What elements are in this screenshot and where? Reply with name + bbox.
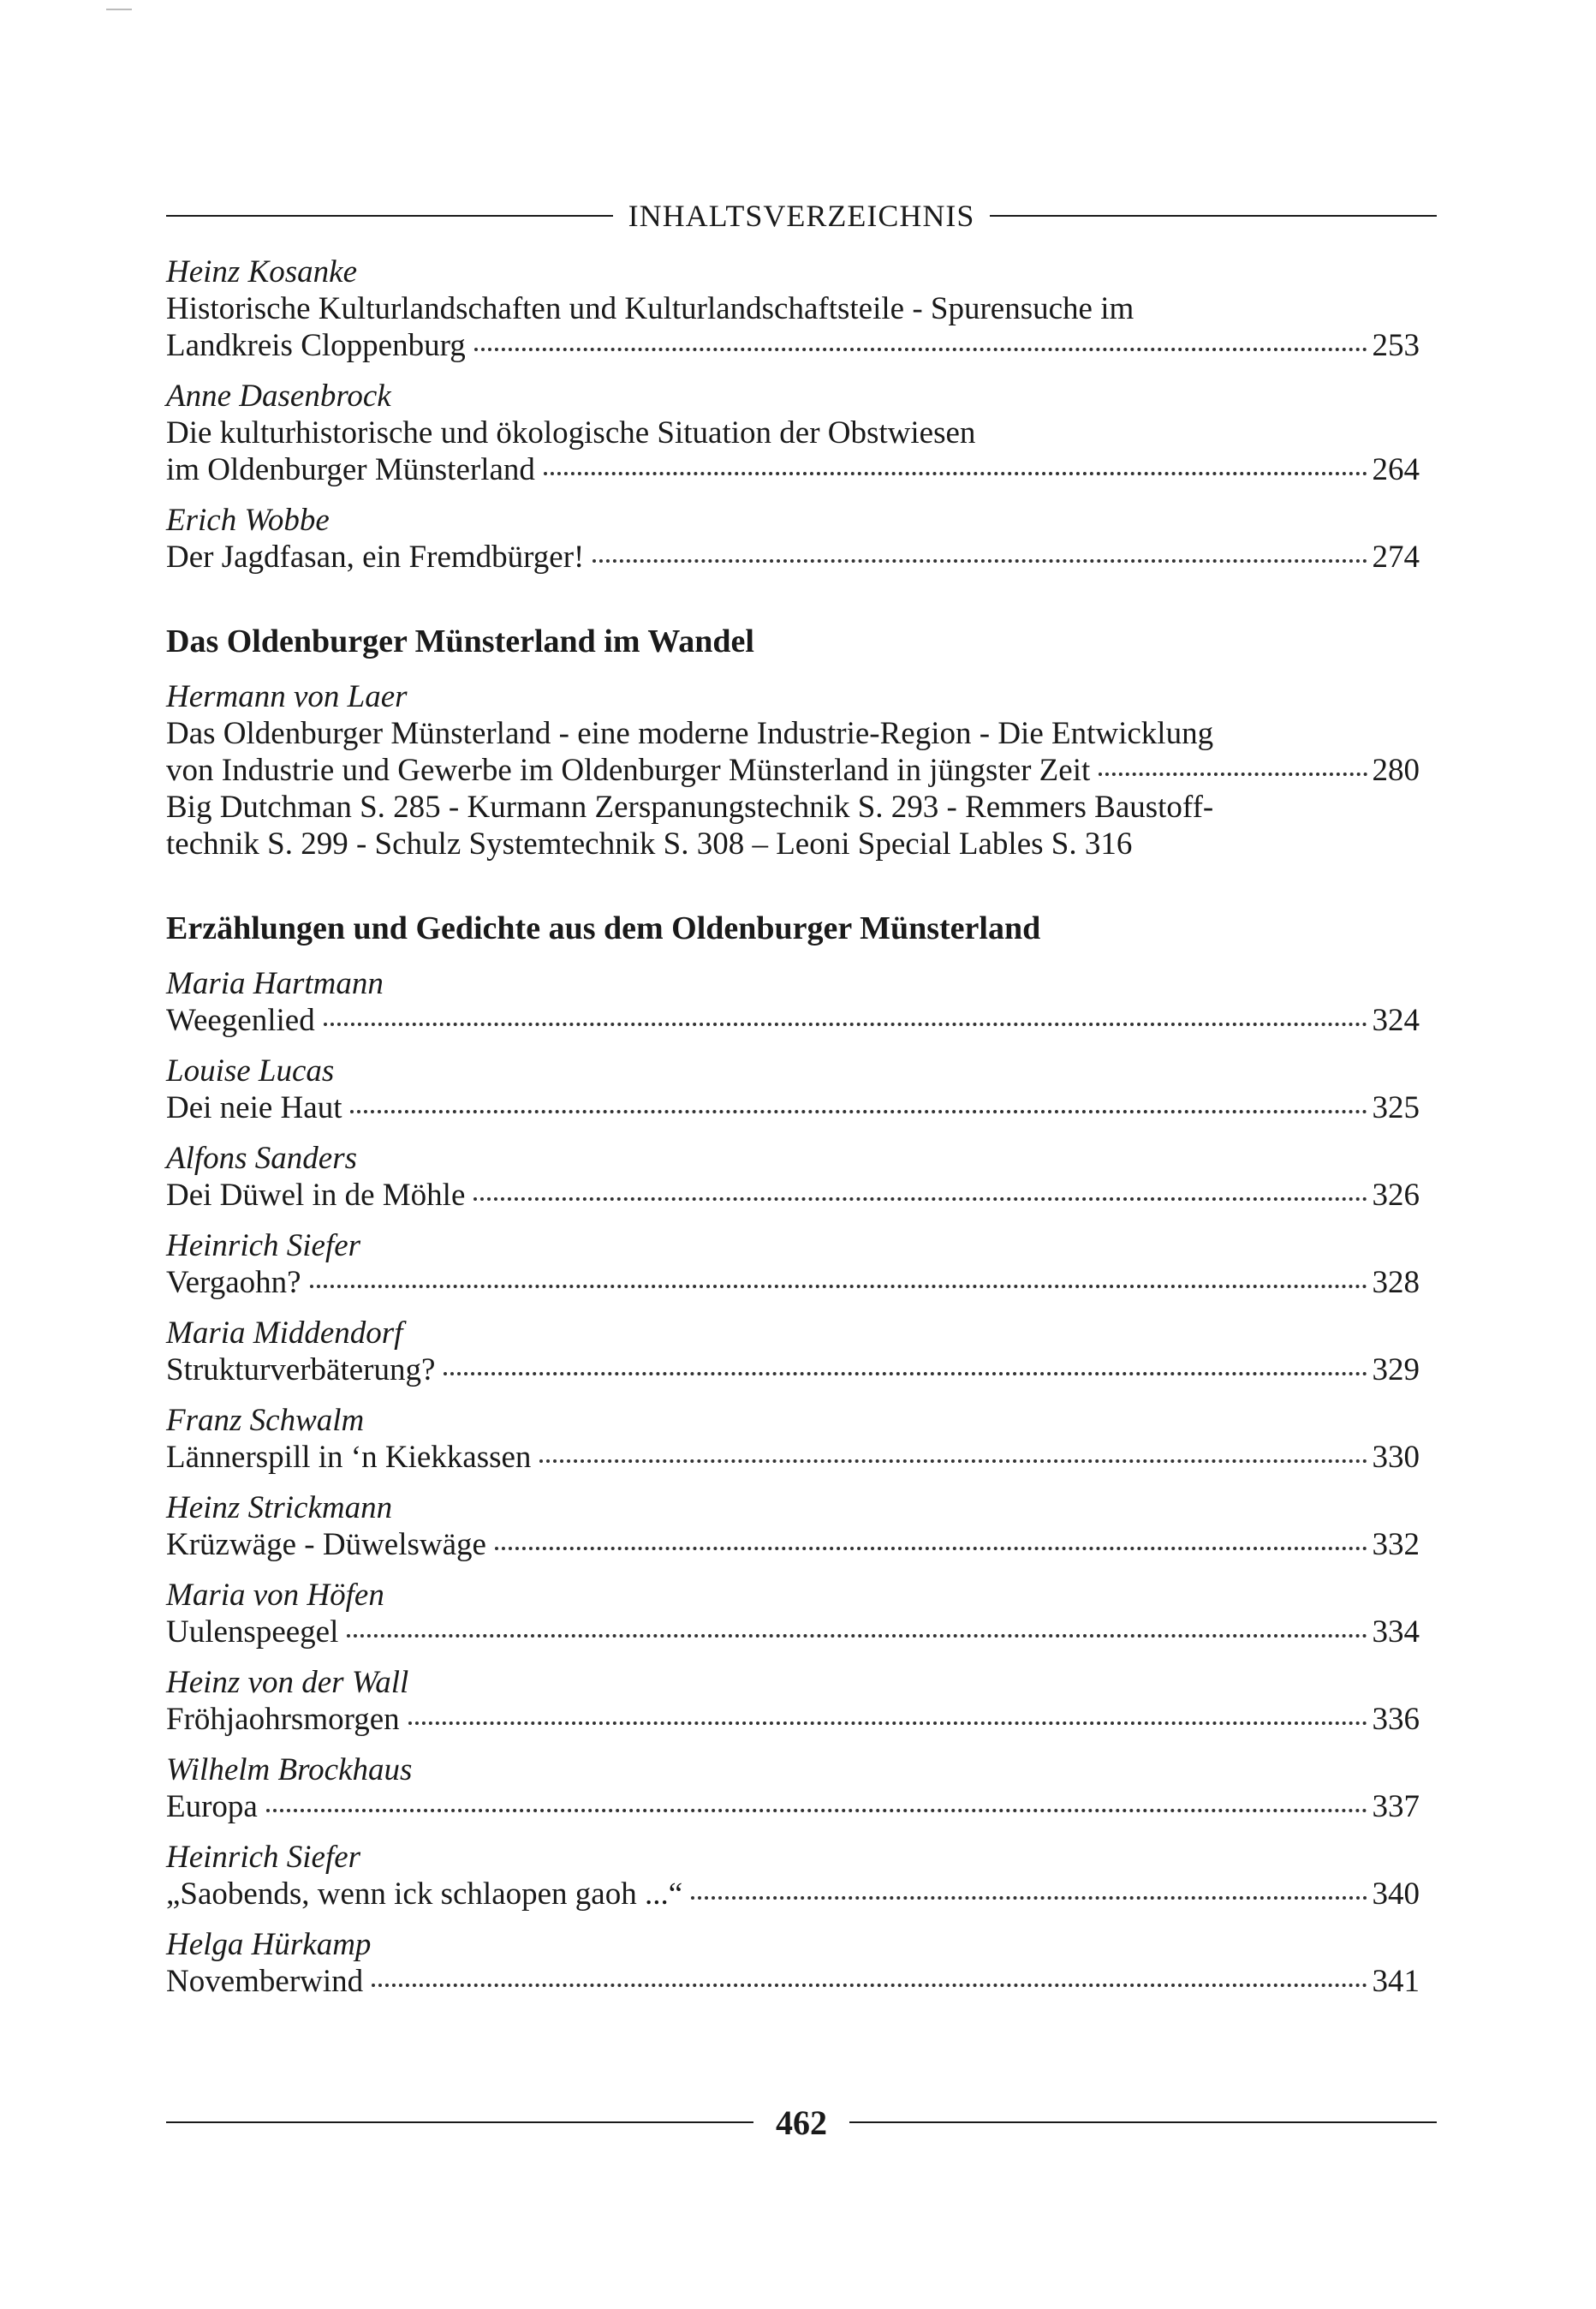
- entry-title-last-line: [166, 752, 1437, 789]
- leader-dots: [266, 1809, 1367, 1812]
- toc-entry[interactable]: [166, 1053, 1437, 1126]
- footer-rule-right: [849, 2121, 1437, 2123]
- running-head: [166, 190, 1437, 242]
- section-heading: Erzählungen und Gedichte aus dem Oldenburger Münsterland: [166, 910, 1041, 946]
- entry-title-text: Dei Düwel in de Möhle: [166, 1178, 466, 1213]
- entry-author: Heinrich Siefer: [166, 1228, 361, 1263]
- entry-author: Franz Schwalm: [166, 1403, 365, 1438]
- toc-entry[interactable]: [166, 1315, 1437, 1388]
- section-heading: Das Oldenburger Münsterland im Wandel: [166, 623, 754, 659]
- entry-title-last-line: [166, 1002, 1437, 1039]
- entry-page-number: 341: [1372, 1964, 1420, 1999]
- entry-page-number: 274: [1372, 540, 1420, 575]
- toc-entry[interactable]: [166, 1577, 1437, 1650]
- head-rule-right: [990, 215, 1437, 217]
- leader-dots: [347, 1634, 1367, 1638]
- entry-title-last-line: [166, 1526, 1437, 1563]
- entry-author: Wilhelm Brockhaus: [166, 1752, 413, 1787]
- toc-content: [166, 254, 1437, 2014]
- toc-entry[interactable]: [166, 678, 1437, 862]
- entry-title-last-line: [166, 327, 1437, 364]
- entry-title-last-line: [166, 1177, 1437, 1214]
- page-number: 462: [776, 2103, 827, 2142]
- entry-title-last-line: [166, 1351, 1437, 1388]
- leader-dots: [593, 559, 1367, 563]
- running-head-title: INHALTSVERZEICHNIS: [628, 199, 975, 233]
- entry-author: Louise Lucas: [166, 1053, 335, 1089]
- entry-author: Erich Wobbe: [166, 503, 330, 538]
- entry-author: Maria Middendorf: [166, 1316, 403, 1351]
- entry-title-line: Das Oldenburger Münsterland - eine moderne Industrie-Region - Die Entwicklung: [166, 716, 1214, 751]
- toc-entry[interactable]: [166, 1489, 1437, 1563]
- entry-title-line: Die kulturhistorische und ökologische Situation der Obstwiesen: [166, 415, 976, 450]
- leader-dots: [408, 1721, 1367, 1725]
- leader-dots: [444, 1372, 1367, 1375]
- toc-entry[interactable]: [166, 965, 1437, 1039]
- toc-entry[interactable]: [166, 1664, 1437, 1738]
- entry-title-text: Lännerspill in ‘n Kiekkassen: [166, 1440, 532, 1475]
- entry-title-text: Europa: [166, 1789, 258, 1824]
- entry-page-number: 334: [1372, 1614, 1420, 1650]
- entry-title-text: Krüzwäge - Düwelswäge: [166, 1527, 486, 1562]
- entry-title-last-line: [166, 1788, 1437, 1825]
- entry-title-last-line: [166, 1439, 1437, 1476]
- entry-title-last-line: [166, 451, 1437, 488]
- entry-title-text: Fröhjaohrsmorgen: [166, 1702, 400, 1737]
- toc-entry[interactable]: [166, 1839, 1437, 1912]
- entry-title-last-line: [166, 1089, 1437, 1126]
- toc-entry[interactable]: [166, 1926, 1437, 2000]
- leader-dots: [372, 1984, 1367, 1987]
- entry-author: Alfons Sanders: [166, 1141, 358, 1176]
- entry-page-number: 326: [1372, 1178, 1420, 1213]
- entry-title-text: Vergaohn?: [166, 1265, 301, 1300]
- entry-title-last-line: [166, 1614, 1437, 1650]
- entry-title-text: Der Jagdfasan, ein Fremdbürger!: [166, 540, 585, 575]
- entry-title-line: Historische Kulturlandschaften und Kulturlandschaftsteile - Spurensuche im: [166, 291, 1134, 326]
- entry-title-text: im Oldenburger Münsterland: [166, 452, 535, 487]
- entry-author: Helga Hürkamp: [166, 1927, 372, 1962]
- entry-author: Heinz von der Wall: [166, 1665, 409, 1700]
- entry-title-last-line: [166, 1701, 1437, 1738]
- leader-dots: [350, 1110, 1367, 1113]
- entry-page-number: 324: [1372, 1003, 1420, 1038]
- entry-page-number: 337: [1372, 1789, 1420, 1824]
- scan-corner-mark: [106, 9, 132, 10]
- toc-entry[interactable]: [166, 502, 1437, 576]
- toc-entry[interactable]: [166, 1402, 1437, 1476]
- toc-entry[interactable]: [166, 254, 1437, 364]
- entry-page-number: 336: [1372, 1702, 1420, 1737]
- entry-author: Maria von Höfen: [166, 1578, 384, 1613]
- page-footer: [166, 2097, 1437, 2148]
- toc-entry[interactable]: [166, 1140, 1437, 1214]
- leader-dots: [539, 1459, 1367, 1463]
- leader-dots: [310, 1285, 1367, 1288]
- leader-dots: [324, 1023, 1367, 1026]
- entry-title-text: Novemberwind: [166, 1964, 364, 1999]
- entry-page-number: 329: [1372, 1352, 1420, 1387]
- entry-subentries-line: Big Dutchman S. 285 - Kurmann Zerspanungstechnik S. 293 - Remmers Baustoff-: [166, 790, 1214, 825]
- entry-title-text: Uulenspeegel: [166, 1614, 339, 1650]
- leader-dots: [495, 1547, 1367, 1550]
- entry-title-text: Landkreis Cloppenburg: [166, 328, 466, 363]
- leader-dots: [544, 472, 1367, 475]
- entry-title-text: „Saobends, wenn ick schlaopen gaoh ...“: [166, 1876, 683, 1912]
- entry-subentries-line: technik S. 299 - Schulz Systemtechnik S. 308 – Leoni Special Lables S. 316: [166, 826, 1133, 862]
- entry-author: Maria Hartmann: [166, 966, 384, 1001]
- leader-dots: [474, 348, 1367, 351]
- entry-title-last-line: [166, 1963, 1437, 2000]
- leader-dots: [1099, 773, 1367, 776]
- head-rule-left: [166, 215, 613, 217]
- leader-dots: [473, 1197, 1367, 1201]
- entry-title-last-line: [166, 1264, 1437, 1301]
- entry-title-text: Weegenlied: [166, 1003, 315, 1038]
- entry-title-text: Strukturverbäterung?: [166, 1352, 436, 1387]
- entry-page-number: 280: [1372, 753, 1420, 788]
- entry-page-number: 330: [1372, 1440, 1420, 1475]
- entry-author: Heinrich Siefer: [166, 1840, 361, 1875]
- toc-entry[interactable]: [166, 378, 1437, 488]
- entry-title-last-line: [166, 1876, 1437, 1912]
- entry-author: Heinz Strickmann: [166, 1490, 393, 1525]
- entry-page-number: 328: [1372, 1265, 1420, 1300]
- entry-author: Hermann von Laer: [166, 679, 408, 714]
- entry-title-text: Dei neie Haut: [166, 1090, 342, 1125]
- entry-page-number: 332: [1372, 1527, 1420, 1562]
- leader-dots: [691, 1896, 1367, 1900]
- entry-title-last-line: [166, 539, 1437, 576]
- entry-page-number: 325: [1372, 1090, 1420, 1125]
- toc-entry[interactable]: [166, 1227, 1437, 1301]
- entry-title-text: von Industrie und Gewerbe im Oldenburger Münsterland in jüngster Zeit: [166, 753, 1091, 788]
- entry-page-number: 264: [1372, 452, 1420, 487]
- entry-page-number: 340: [1372, 1876, 1420, 1912]
- entry-author: Heinz Kosanke: [166, 254, 357, 289]
- toc-entry[interactable]: [166, 1751, 1437, 1825]
- footer-rule-left: [166, 2121, 753, 2123]
- entry-author: Anne Dasenbrock: [166, 379, 391, 414]
- entry-page-number: 253: [1372, 328, 1420, 363]
